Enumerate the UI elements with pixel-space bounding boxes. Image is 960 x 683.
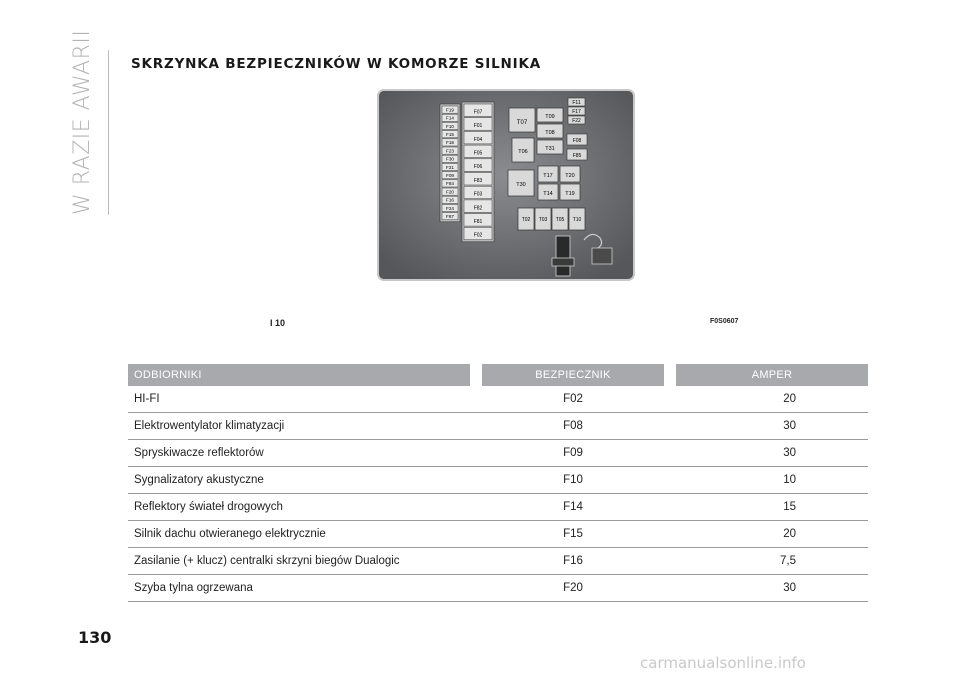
fuse-f85-label: F85 — [572, 153, 582, 159]
row-bezpiecznik: F09 — [482, 440, 664, 467]
row-amper: 20 — [676, 386, 868, 413]
table-row — [128, 413, 868, 440]
fuse-table-header — [128, 364, 868, 386]
row-gap — [470, 494, 482, 521]
row-gap — [664, 386, 676, 413]
row-bezpiecznik: F16 — [482, 548, 664, 575]
relay-t31-label: T31 — [545, 146, 555, 152]
left-fuse-label: F09 — [446, 173, 454, 178]
table-row — [128, 521, 868, 548]
table-row — [128, 386, 868, 413]
row-odbiornik: Spryskiwacze reflektorów — [128, 440, 470, 467]
relay-t14-label: T14 — [543, 191, 553, 197]
row-bezpiecznik: F14 — [482, 494, 664, 521]
mid-fuse-label: F82 — [473, 205, 483, 212]
row-amper: 7,5 — [676, 548, 868, 575]
row-odbiornik: Reflektory świateł drogowych — [128, 494, 470, 521]
mid-fuse-label: F83 — [473, 177, 483, 184]
left-fuse-label: F21 — [446, 164, 454, 170]
row-bezpiecznik: F08 — [482, 413, 664, 440]
left-fuse-label: F16 — [446, 197, 454, 203]
relay-t05-label: T05 — [555, 217, 565, 223]
row-gap — [664, 521, 676, 548]
row-odbiornik: Elektrowentylator klimatyzacji — [128, 413, 470, 440]
left-fuse-label: F19 — [446, 107, 454, 113]
row-amper: 30 — [676, 440, 868, 467]
fuse-table — [128, 364, 868, 602]
mid-fuse-label: F04 — [473, 136, 483, 143]
relay-t20-label: T20 — [565, 173, 575, 179]
page-title: SKRZYNKA BEZPIECZNIKÓW W KOMORZE SILNIKA — [131, 56, 541, 72]
table-row — [128, 548, 868, 575]
row-amper: 15 — [676, 494, 868, 521]
row-gap — [470, 467, 482, 494]
relay-t09-label: T09 — [545, 114, 555, 120]
relay-t06-label: T06 — [518, 149, 528, 155]
section-divider — [108, 50, 109, 215]
row-gap — [664, 467, 676, 494]
row-gap — [470, 413, 482, 440]
mid-fuse-label: F05 — [473, 150, 483, 157]
row-odbiornik: Zasilanie (+ klucz) centralki skrzyni biegów Dualogic — [128, 548, 470, 575]
row-gap — [664, 413, 676, 440]
relay-t10-label: T10 — [572, 217, 582, 223]
fuse-f08-label: F08 — [572, 138, 582, 144]
page-number: 130 — [78, 628, 112, 647]
row-gap — [470, 386, 482, 413]
table-row — [128, 575, 868, 602]
row-gap — [470, 548, 482, 575]
relay-t07-label: T07 — [516, 120, 528, 126]
fuse-box-diagram — [370, 86, 640, 300]
connector-post — [556, 236, 570, 276]
row-gap — [470, 521, 482, 548]
figure-label-left: I 10 — [270, 318, 286, 328]
relay-t17-label: T17 — [543, 173, 553, 179]
relay-t30-label: T30 — [516, 182, 526, 188]
row-gap — [664, 440, 676, 467]
row-gap — [664, 494, 676, 521]
mid-fuse-label: F02 — [473, 232, 483, 239]
row-bezpiecznik: F10 — [482, 467, 664, 494]
row-amper: 20 — [676, 521, 868, 548]
mid-fuse-label: F81 — [473, 218, 483, 225]
mid-fuse-label: F06 — [473, 164, 483, 171]
row-bezpiecznik: F15 — [482, 521, 664, 548]
header-gap — [664, 364, 676, 386]
table-row — [128, 494, 868, 521]
mid-fuse-label: F01 — [473, 123, 483, 130]
fuse-f17-label: F17 — [572, 109, 581, 115]
row-amper: 10 — [676, 467, 868, 494]
relay-t03-label: T03 — [538, 217, 548, 223]
row-amper: 30 — [676, 575, 868, 602]
relay-t19-label: T19 — [565, 191, 575, 197]
left-fuse-label: F10 — [446, 123, 454, 129]
header-amper: AMPER — [676, 364, 868, 386]
middle-fuse-column — [462, 102, 494, 242]
row-gap — [470, 575, 482, 602]
left-fuse-label: F87 — [446, 214, 454, 219]
fuse-f22-label: F22 — [572, 118, 581, 124]
relay-t08-label: T08 — [545, 130, 555, 136]
header-odbiorniki: ODBIORNIKI — [128, 364, 470, 386]
row-gap — [664, 548, 676, 575]
watermark: carmanualsonline.info — [640, 654, 806, 672]
fuse-f11-label: F11 — [572, 100, 581, 106]
left-fuse-label: F84 — [446, 181, 454, 187]
row-bezpiecznik: F02 — [482, 386, 664, 413]
row-gap — [664, 575, 676, 602]
row-gap — [470, 440, 482, 467]
row-bezpiecznik: F20 — [482, 575, 664, 602]
mid-fuse-label: F03 — [473, 191, 483, 198]
mid-fuse-label: F07 — [473, 109, 483, 116]
connector-clamp — [552, 258, 574, 266]
left-fuse-label: F24 — [446, 205, 454, 211]
row-amper: 30 — [676, 413, 868, 440]
left-fuse-label: F23 — [446, 148, 454, 154]
connector-terminal — [592, 248, 612, 264]
row-odbiornik: Silnik dachu otwieranego elektrycznie — [128, 521, 470, 548]
table-row — [128, 440, 868, 467]
left-fuse-label: F20 — [446, 189, 454, 195]
header-bezpiecznik: BEZPIECZNIK — [482, 364, 664, 386]
left-fuse-label: F15 — [446, 132, 454, 137]
left-column-frame — [440, 104, 460, 222]
section-side-title: W RAZIE AWARII — [70, 29, 95, 215]
left-fuse-column — [440, 104, 460, 222]
left-fuse-label: F18 — [446, 140, 454, 146]
figure-code: F0S0607 — [710, 318, 739, 325]
relay-t02-label: T02 — [521, 217, 531, 223]
left-fuse-label: F14 — [446, 115, 454, 121]
table-row — [128, 467, 868, 494]
left-fuse-label: F30 — [446, 156, 454, 162]
header-gap — [470, 364, 482, 386]
row-odbiornik: Szyba tylna ogrzewana — [128, 575, 470, 602]
row-odbiornik: Sygnalizatory akustyczne — [128, 467, 470, 494]
row-odbiornik: HI-FI — [128, 386, 470, 413]
